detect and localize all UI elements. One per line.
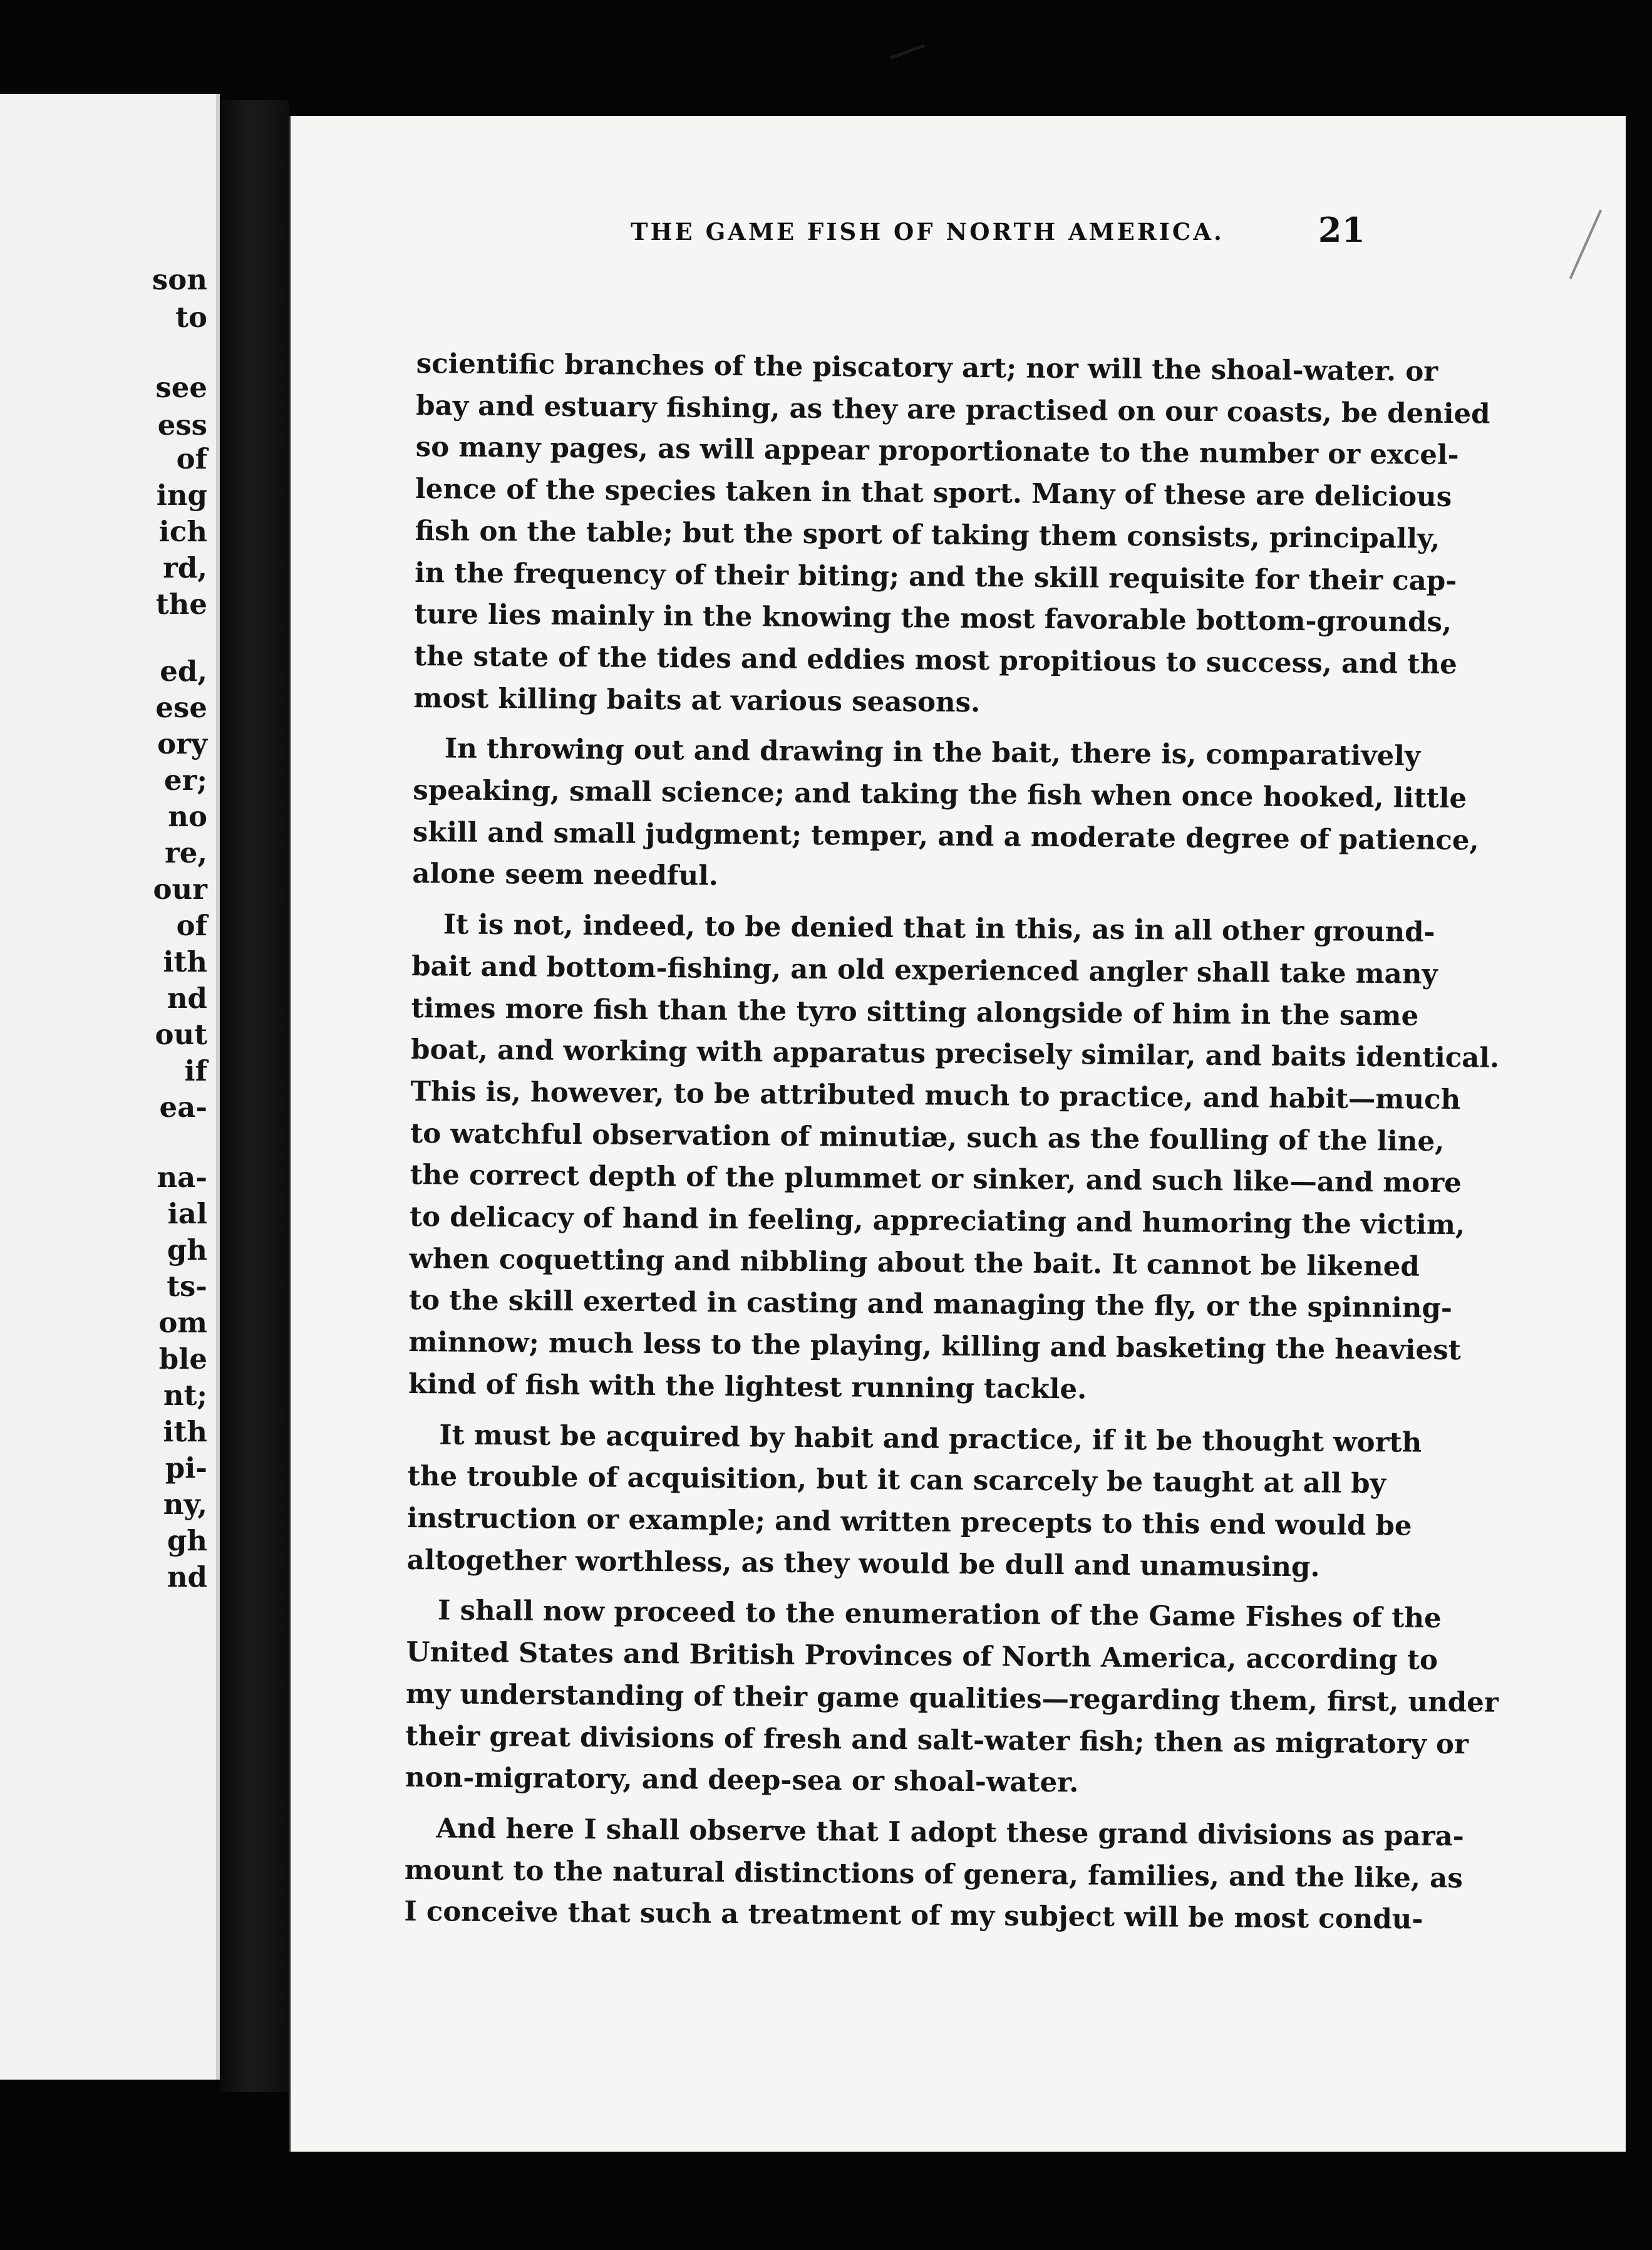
text-line: kind of fish with the lightest running tackle. [408,1367,1087,1406]
text-line: boat, and working with apparatus precisely similar, and baits identical. [410,1034,1500,1074]
left-page-fragment: ed, [160,655,207,688]
left-page-fragment: of [176,909,207,942]
left-page-fragment: ial [167,1197,207,1230]
left-page-fragment: ich [158,515,207,548]
text-line: I shall now proceed to the enumeration of the Game Fishes of the [437,1594,1442,1635]
body-text [404,343,1500,1941]
paragraph [405,1590,1499,1806]
left-page-fragment: nd [167,1560,207,1594]
paragraph [413,343,1490,727]
paragraph [404,1808,1465,1941]
left-page-fragment: of [176,442,207,475]
left-page-fragment: our [153,873,207,906]
text-line: fish on the table; but the sport of taking them consists, principally, [415,514,1440,555]
left-page-fragment: nd [167,982,207,1015]
left-page-fragment: ing [156,479,207,512]
text-line: It is not, indeed, to be denied that in this, as in all other ground- [443,908,1435,948]
left-page-fragment: ith [163,945,207,978]
text-line: scientific branches of the piscatory art; nor will the shoal-water. or [416,347,1438,388]
text-line: speaking, small science; and taking the fish when once hooked, little [413,774,1467,815]
text-line: so many pages, as will appear proportionate to the number or excel- [415,431,1459,472]
left-page-fragment: om [158,1306,207,1339]
left-page-fragment: ess [157,408,207,442]
left-page-fragment: ts- [167,1270,207,1303]
text-line: the trouble of acquisition, but it can scarcely be taught at all by [407,1460,1386,1500]
running-head: THE GAME FISH OF NORTH AMERICA. [631,218,1224,246]
text-line: And here I shall observe that I adopt these grand divisions as para- [436,1812,1465,1853]
left-page-fragment: er; [164,764,207,797]
paragraph [408,904,1500,1413]
text-line: to the skill exerted in casting and managing the fly, or the spinning- [408,1284,1453,1325]
text-line: This is, however, to be attributed much to practice, and habit—much [410,1075,1461,1116]
left-page-fragment: son [152,263,207,296]
text-line: lence of the species taken in that sport. Many of these are delicious [415,473,1452,514]
left-page-fragment: re, [164,836,207,869]
text-line: United States and British Provinces of North America, according to [406,1636,1438,1676]
left-page-fragment: ea- [159,1091,207,1124]
text-line: It must be acquired by habit and practice, if it be thought worth [439,1418,1422,1459]
text-line: non-migratory, and deep-sea or shoal-water. [405,1761,1079,1799]
left-page-fragment: pi- [165,1451,207,1485]
text-line: in the frequency of their biting; and the skill requisite for their cap- [414,556,1457,597]
page-number: 21 [1318,210,1365,250]
text-line: times more fish than the tyro sitting alongside of him in the same [411,992,1419,1032]
text-line: most killing baits at various seasons. [413,682,981,718]
left-page-fragment: ble [158,1342,207,1376]
left-page-fragment: to [175,301,207,334]
book-gutter [220,100,289,2092]
text-line: when coquetting and nibbling about the bait. It cannot be likened [409,1242,1420,1283]
text-line: skill and small judgment; temper, and a moderate degree of patience, [412,816,1479,857]
text-line: to watchful observation of minutiæ, such as the foulling of the line, [410,1117,1445,1158]
left-page-fragment: rd, [163,551,207,584]
text-line: ture lies mainly in the knowing the most favorable bottom-grounds, [414,598,1452,639]
left-page-fragment: nt; [163,1379,207,1412]
text-line: to delicacy of hand in feeling, appreciating and humoring the victim, [409,1201,1465,1242]
text-line: their great divisions of fresh and salt-water fish; then as migratory or [405,1719,1469,1760]
text-line: the state of the tides and eddies most propitious to success, and the [413,640,1457,680]
text-line: the correct depth of the plummet or sinker, and such like—and more [410,1159,1462,1200]
left-page-fragment: ory [157,727,207,760]
left-page-edge [0,94,220,2080]
text-line: altogether worthless, as they would be dull and unamusing. [406,1543,1320,1584]
left-page-fragment: na- [157,1161,207,1194]
left-page-fragment: the [155,588,207,621]
text-line: mount to the natural distinctions of genera, families, and the like, as [404,1853,1464,1894]
text-line: instruction or example; and written precepts to this end would be [407,1501,1412,1542]
scan-mark [890,44,925,60]
paragraph [406,1414,1422,1589]
page-header [631,188,1365,257]
text-line: bait and bottom-fishing, an old experienced angler shall take many [411,950,1438,990]
text-line: minnow; much less to the playing, killing and basketing the heaviest [408,1326,1461,1367]
text-line: In throwing out and drawing in the bait, there is, comparatively [444,732,1421,772]
text-line: alone seem needful. [412,858,719,893]
left-page-fragment: ny, [163,1488,207,1521]
left-page-fragment: if [184,1054,207,1087]
left-page-fragment: out [155,1018,207,1051]
text-line: I conceive that such a treatment of my subject will be most condu- [404,1895,1423,1936]
left-page-fragment: ese [155,691,207,724]
text-line: my understanding of their game qualities—regarding them, first, under [405,1677,1499,1719]
left-page-fragment: no [168,800,207,833]
paragraph [412,728,1479,903]
left-page-fragment: gh [167,1233,207,1267]
left-page-fragment: ith [163,1415,207,1448]
left-page-fragment: gh [167,1524,207,1557]
text-line: bay and estuary fishing, as they are practised on our coasts, be denied [416,389,1490,430]
left-page-fragment: see [155,371,207,404]
